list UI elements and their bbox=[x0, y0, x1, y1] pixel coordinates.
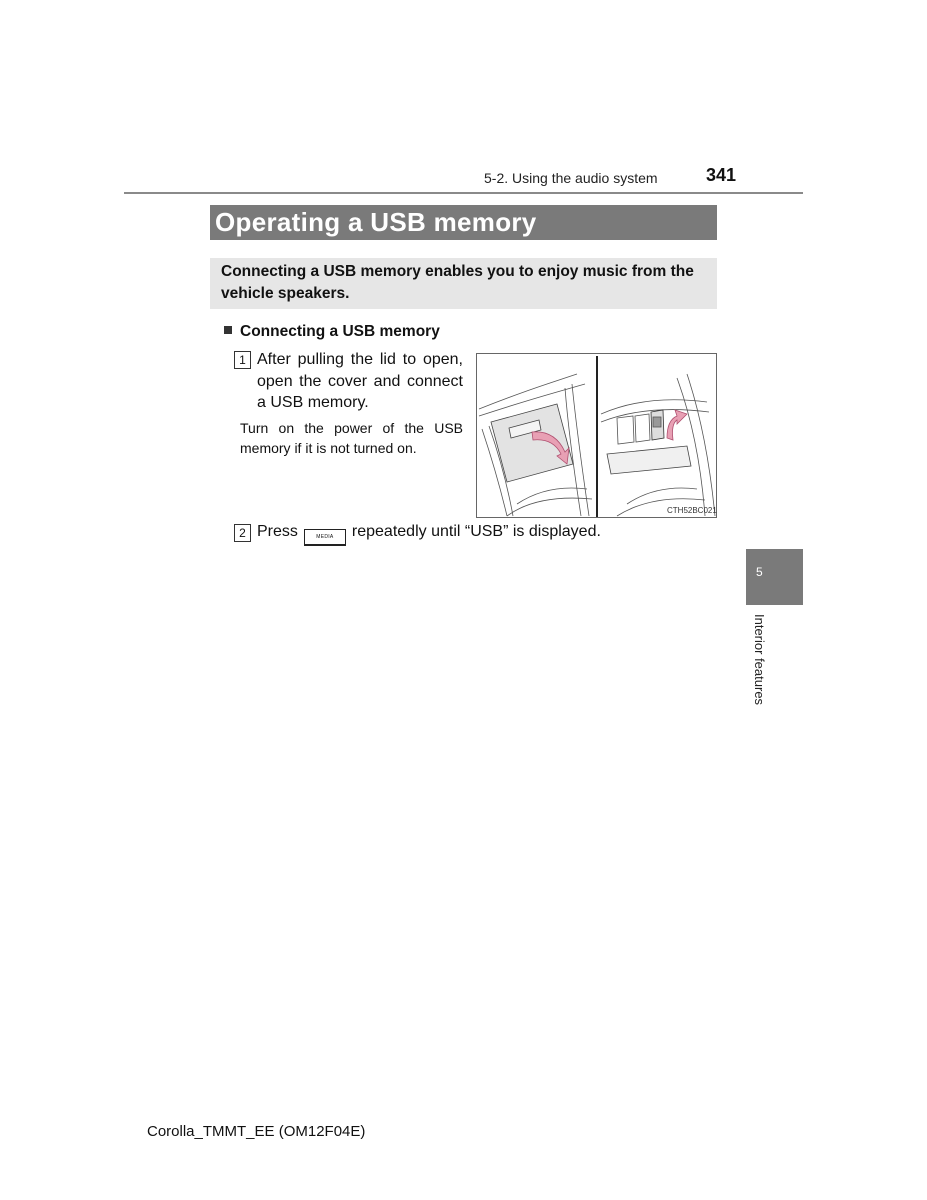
header-divider bbox=[124, 192, 803, 194]
step-2-prefix: Press bbox=[257, 523, 298, 540]
step-2-suffix: repeatedly until “USB” is displayed. bbox=[351, 523, 601, 540]
chapter-number: 5 bbox=[756, 565, 763, 579]
section-heading: 5-2. Using the audio system bbox=[484, 170, 658, 186]
square-bullet-icon bbox=[224, 326, 232, 334]
media-button-icon: MEDIA bbox=[304, 529, 346, 546]
console-drawing bbox=[477, 354, 717, 518]
figure-code: CTH52BC021 bbox=[667, 506, 717, 515]
intro-summary: Connecting a USB memory enables you to enjoy music from the vehicle speakers. bbox=[210, 258, 717, 309]
chapter-label: Interior features bbox=[752, 614, 767, 706]
step-1-note: Turn on the power of the USB memory if it is not turned on. bbox=[240, 420, 463, 456]
step-number-1: 1 bbox=[234, 351, 251, 369]
footer-text: Corolla_TMMT_EE (OM12F04E) bbox=[147, 1123, 366, 1140]
chapter-tab bbox=[746, 549, 803, 605]
subheading-text: Connecting a USB memory bbox=[240, 323, 440, 340]
usb-port-illustration bbox=[476, 353, 717, 518]
page-number: 341 bbox=[706, 165, 737, 185]
step-1-text: After pulling the lid to open, open the cover and connect a USB memory. bbox=[257, 351, 463, 411]
step-2-text bbox=[257, 523, 601, 546]
subheading bbox=[224, 323, 440, 341]
step-number-2: 2 bbox=[234, 524, 251, 542]
page-title: Operating a USB memory bbox=[210, 205, 717, 240]
